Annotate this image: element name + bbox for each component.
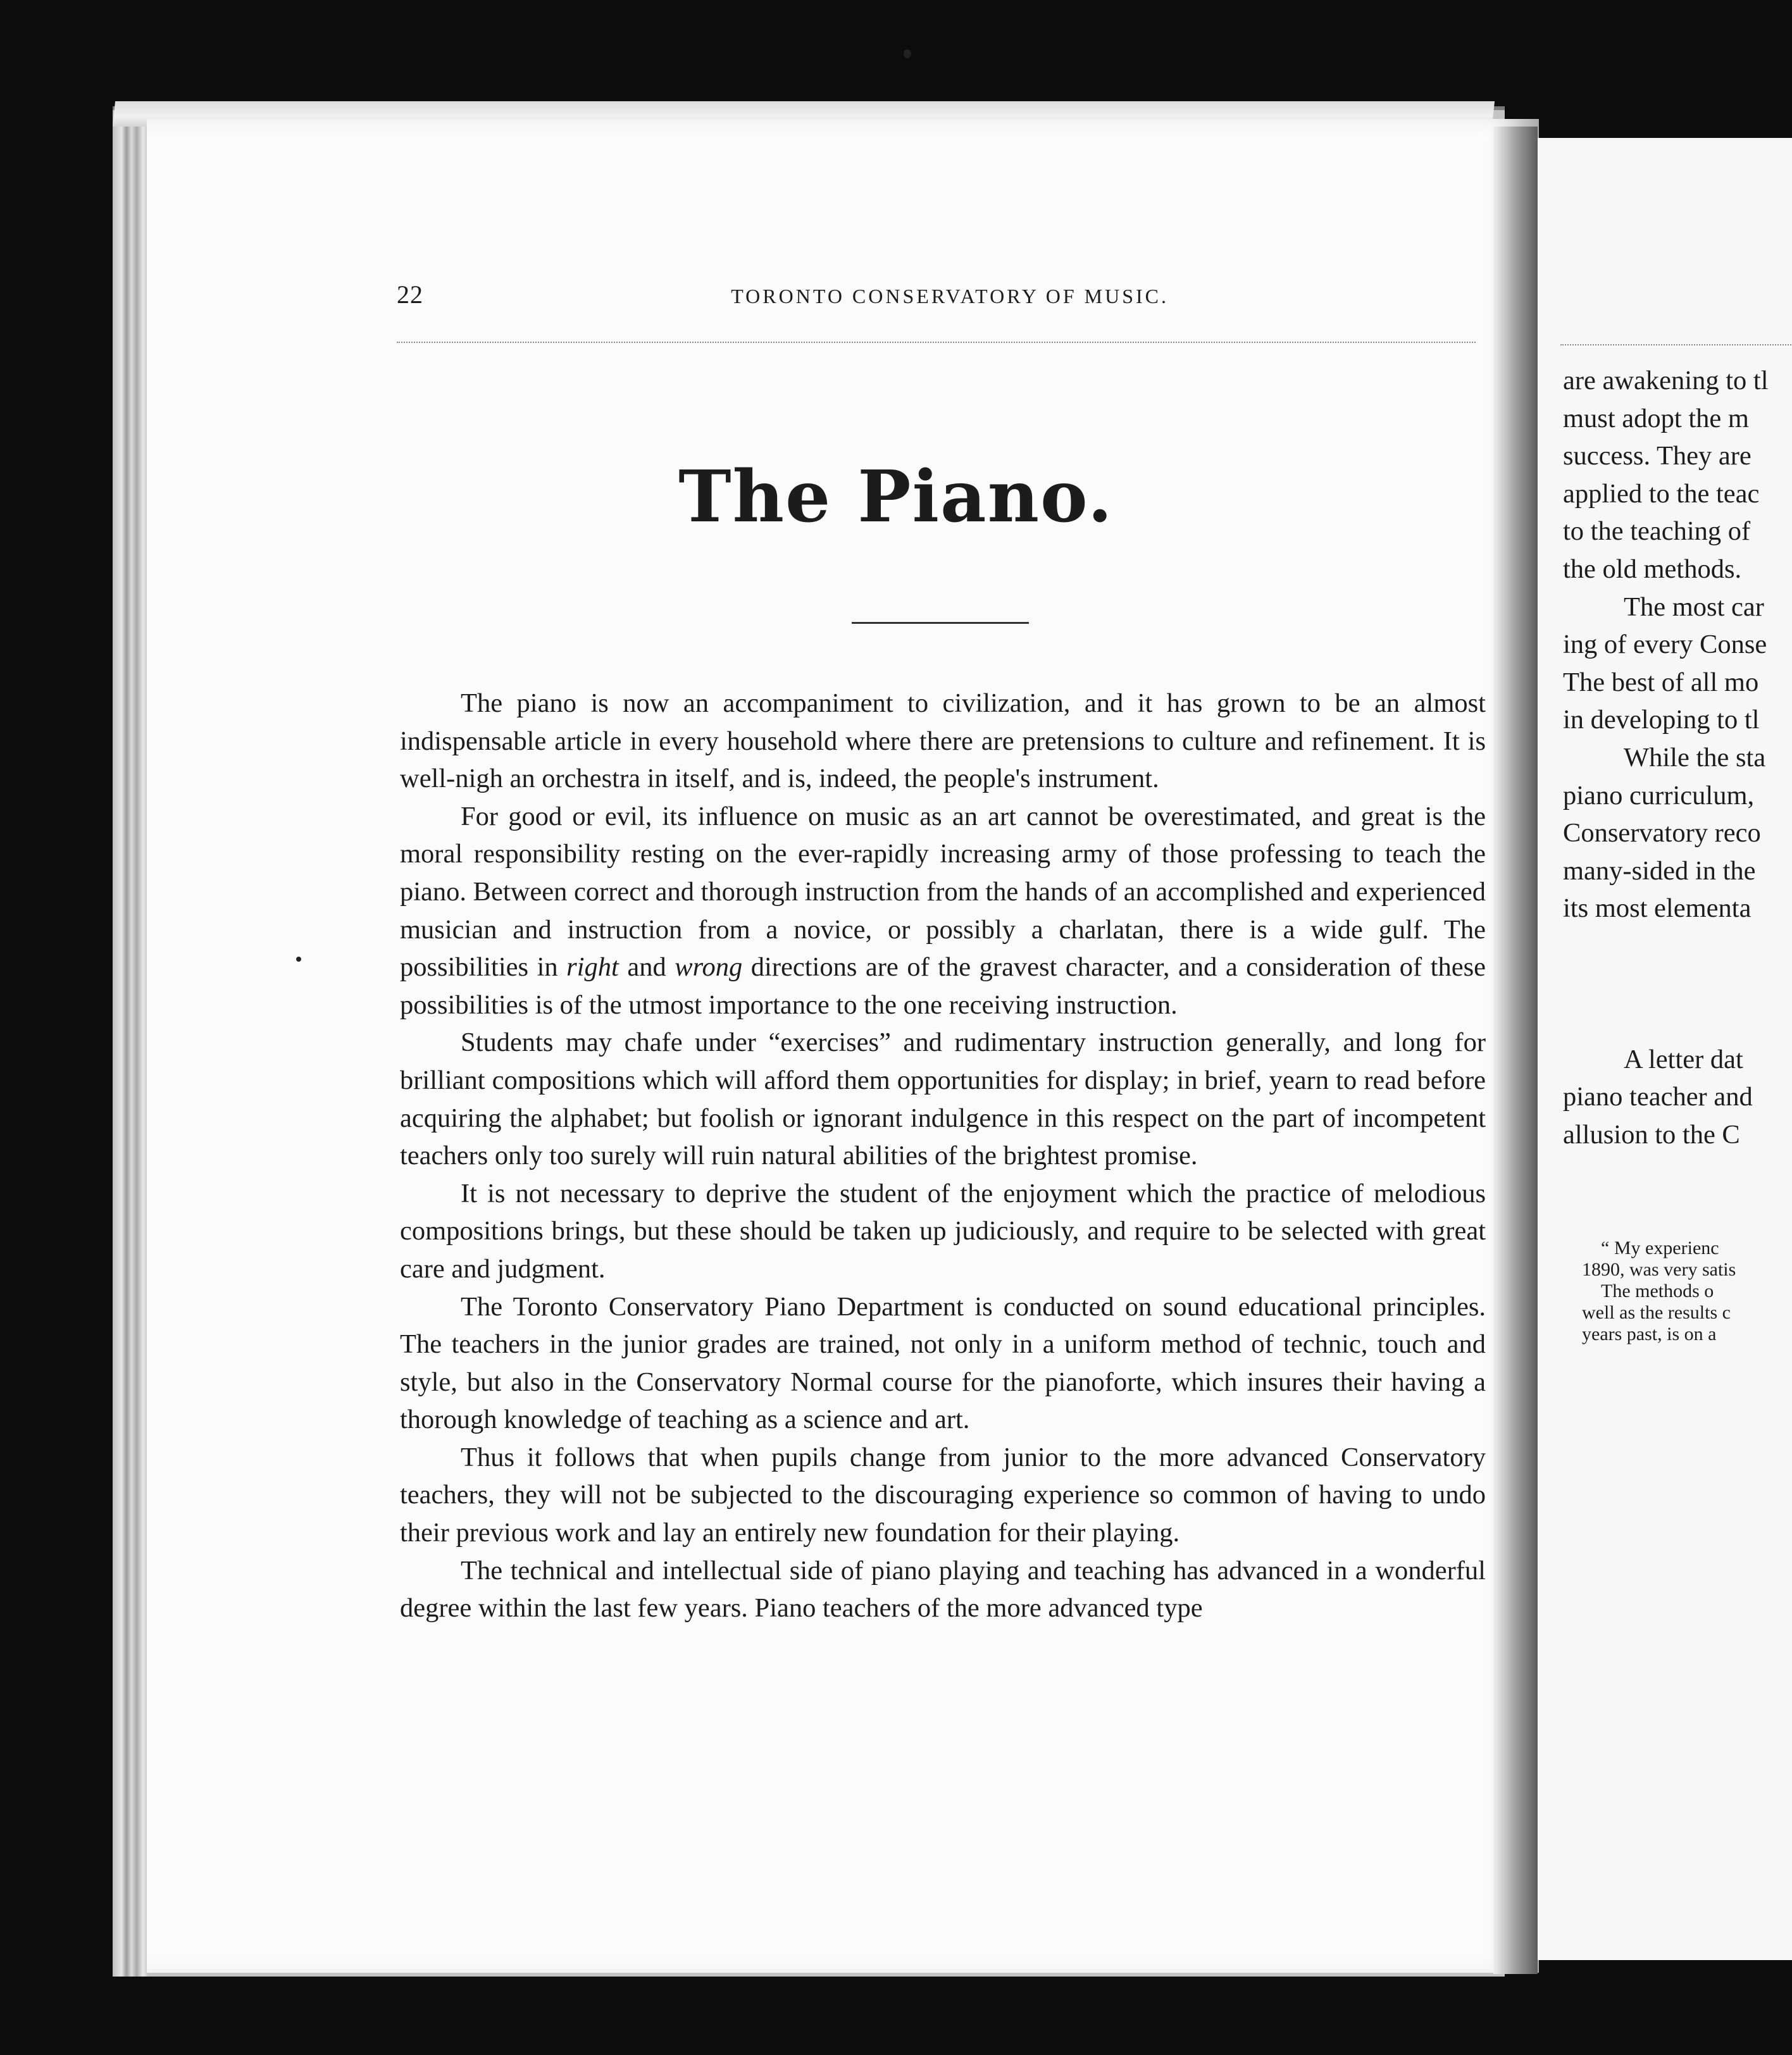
speck xyxy=(904,49,911,58)
paragraph-text: The technical and intellectual side of piano playing and teaching has advanced in a wonderful degree within the last few years. Piano teachers of the more advanced type xyxy=(400,1555,1486,1624)
italic-word: wrong xyxy=(675,952,743,983)
facing-line xyxy=(1563,965,1792,1003)
facing-quote-line: well as the results c xyxy=(1582,1302,1731,1323)
facing-header-rule xyxy=(1560,344,1792,345)
facing-line: The most car xyxy=(1624,592,1764,622)
facing-line: in developing to tl xyxy=(1563,705,1760,735)
paragraph xyxy=(400,1175,1486,1288)
paragraph xyxy=(400,1552,1486,1627)
paragraph-text: For good or evil, its influence on music as an art cannot be overestimated, and great is the moral responsibility resting on the ever-rapidly increasing army of those professing to teach the piano. Between correct and thorough instruction from the hands of an accomplished and experienced musician and instruction from a novice, or possibly a charlatan, there is a wide gulf. The possibilities in xyxy=(400,801,1486,983)
page-number: 22 xyxy=(397,280,423,309)
facing-line: While the sta xyxy=(1624,742,1766,773)
paragraph-text: The piano is now an accompaniment to civilization, and it has grown to be an almost indispensable article in every household where there are pretensions to culture and refinement. It is well-nigh an orchestra in itself, and is, indeed, the people's instrument. xyxy=(400,688,1486,794)
facing-line: to the teaching of xyxy=(1563,516,1751,547)
facing-quote-line: “ My experienc xyxy=(1601,1238,1719,1258)
facing-page-text xyxy=(1563,362,1792,1153)
facing-quote-line: 1890, was very satis xyxy=(1582,1259,1736,1280)
paragraph-text: directions are of the gravest character, and a consideration of these possibilities is of the utmost importance to the one receiving instruction. xyxy=(400,952,1486,1020)
paragraph-text: It is not necessary to deprive the student of the enjoyment which the practice of melodious compositions brings, but these should be taken up judiciously, and require to be selected with great care and judgment. xyxy=(400,1178,1486,1284)
facing-line: applied to the teac xyxy=(1563,478,1760,509)
paragraph xyxy=(400,1439,1486,1552)
facing-page-quote xyxy=(1582,1238,1792,1345)
facing-line: are awakening to tl xyxy=(1563,366,1769,395)
paragraph-text: Thus it follows that when pupils change from junior to the more advanced Conservatory teachers, they will not be subjected to the discouraging experience so common of having to undo their previous work and lay an entirely new foundation for their playing. xyxy=(400,1442,1486,1548)
speck xyxy=(296,957,301,962)
page-title: The Piano. xyxy=(678,456,1114,538)
paragraph xyxy=(400,685,1486,798)
running-head: TORONTO CONSERVATORY OF MUSIC. xyxy=(731,285,1169,307)
header-rule xyxy=(397,342,1476,343)
paragraph-text: and xyxy=(618,952,675,983)
facing-line xyxy=(1563,928,1792,965)
facing-line: A letter dat xyxy=(1624,1044,1743,1074)
facing-line: allusion to the C xyxy=(1563,1119,1740,1150)
facing-line: many-sided in the xyxy=(1563,855,1756,886)
facing-line: success. They are xyxy=(1563,441,1752,471)
paragraph xyxy=(400,1288,1486,1439)
italic-word: right xyxy=(566,952,619,983)
facing-line: ing of every Conse xyxy=(1563,630,1767,660)
facing-line: piano teacher and xyxy=(1563,1082,1753,1112)
title-rule xyxy=(852,622,1029,624)
facing-line xyxy=(1563,1003,1792,1041)
book-gutter xyxy=(1493,127,1538,1974)
facing-line: its most elementa xyxy=(1563,893,1752,924)
paragraph-text: The Toronto Conservatory Piano Department is conducted on sound educational principles. The teachers in the junior grades are trained, not only in a uniform method of technic, touch and style, but also in the Conservatory Normal course for the pianoforte, which insures their having a thorough knowledge of teaching as a science and art. xyxy=(400,1291,1486,1435)
facing-line: must adopt the m xyxy=(1563,403,1749,433)
facing-line: Conservatory reco xyxy=(1563,818,1761,848)
article-body xyxy=(400,685,1486,1627)
paragraph xyxy=(400,798,1486,1024)
facing-line: The best of all mo xyxy=(1563,667,1759,697)
page-header xyxy=(397,280,1472,309)
facing-line: piano curriculum, xyxy=(1563,780,1755,810)
paragraph-text: Students may chafe under “exercises” and rudimentary instruction generally, and long for brilliant compositions which will afford them opportunities for display; in brief, yearn to read before acquiring the alphabet; but foolish or ignorant indulgence in this respect on the part of incompetent teachers only too surely will ruin natural abilities of the brightest promise. xyxy=(400,1028,1486,1171)
paragraph xyxy=(400,1024,1486,1174)
facing-quote-line: years past, is on a xyxy=(1582,1324,1717,1344)
facing-line: the old methods. xyxy=(1563,554,1742,584)
facing-quote-line: The methods o xyxy=(1601,1281,1714,1301)
